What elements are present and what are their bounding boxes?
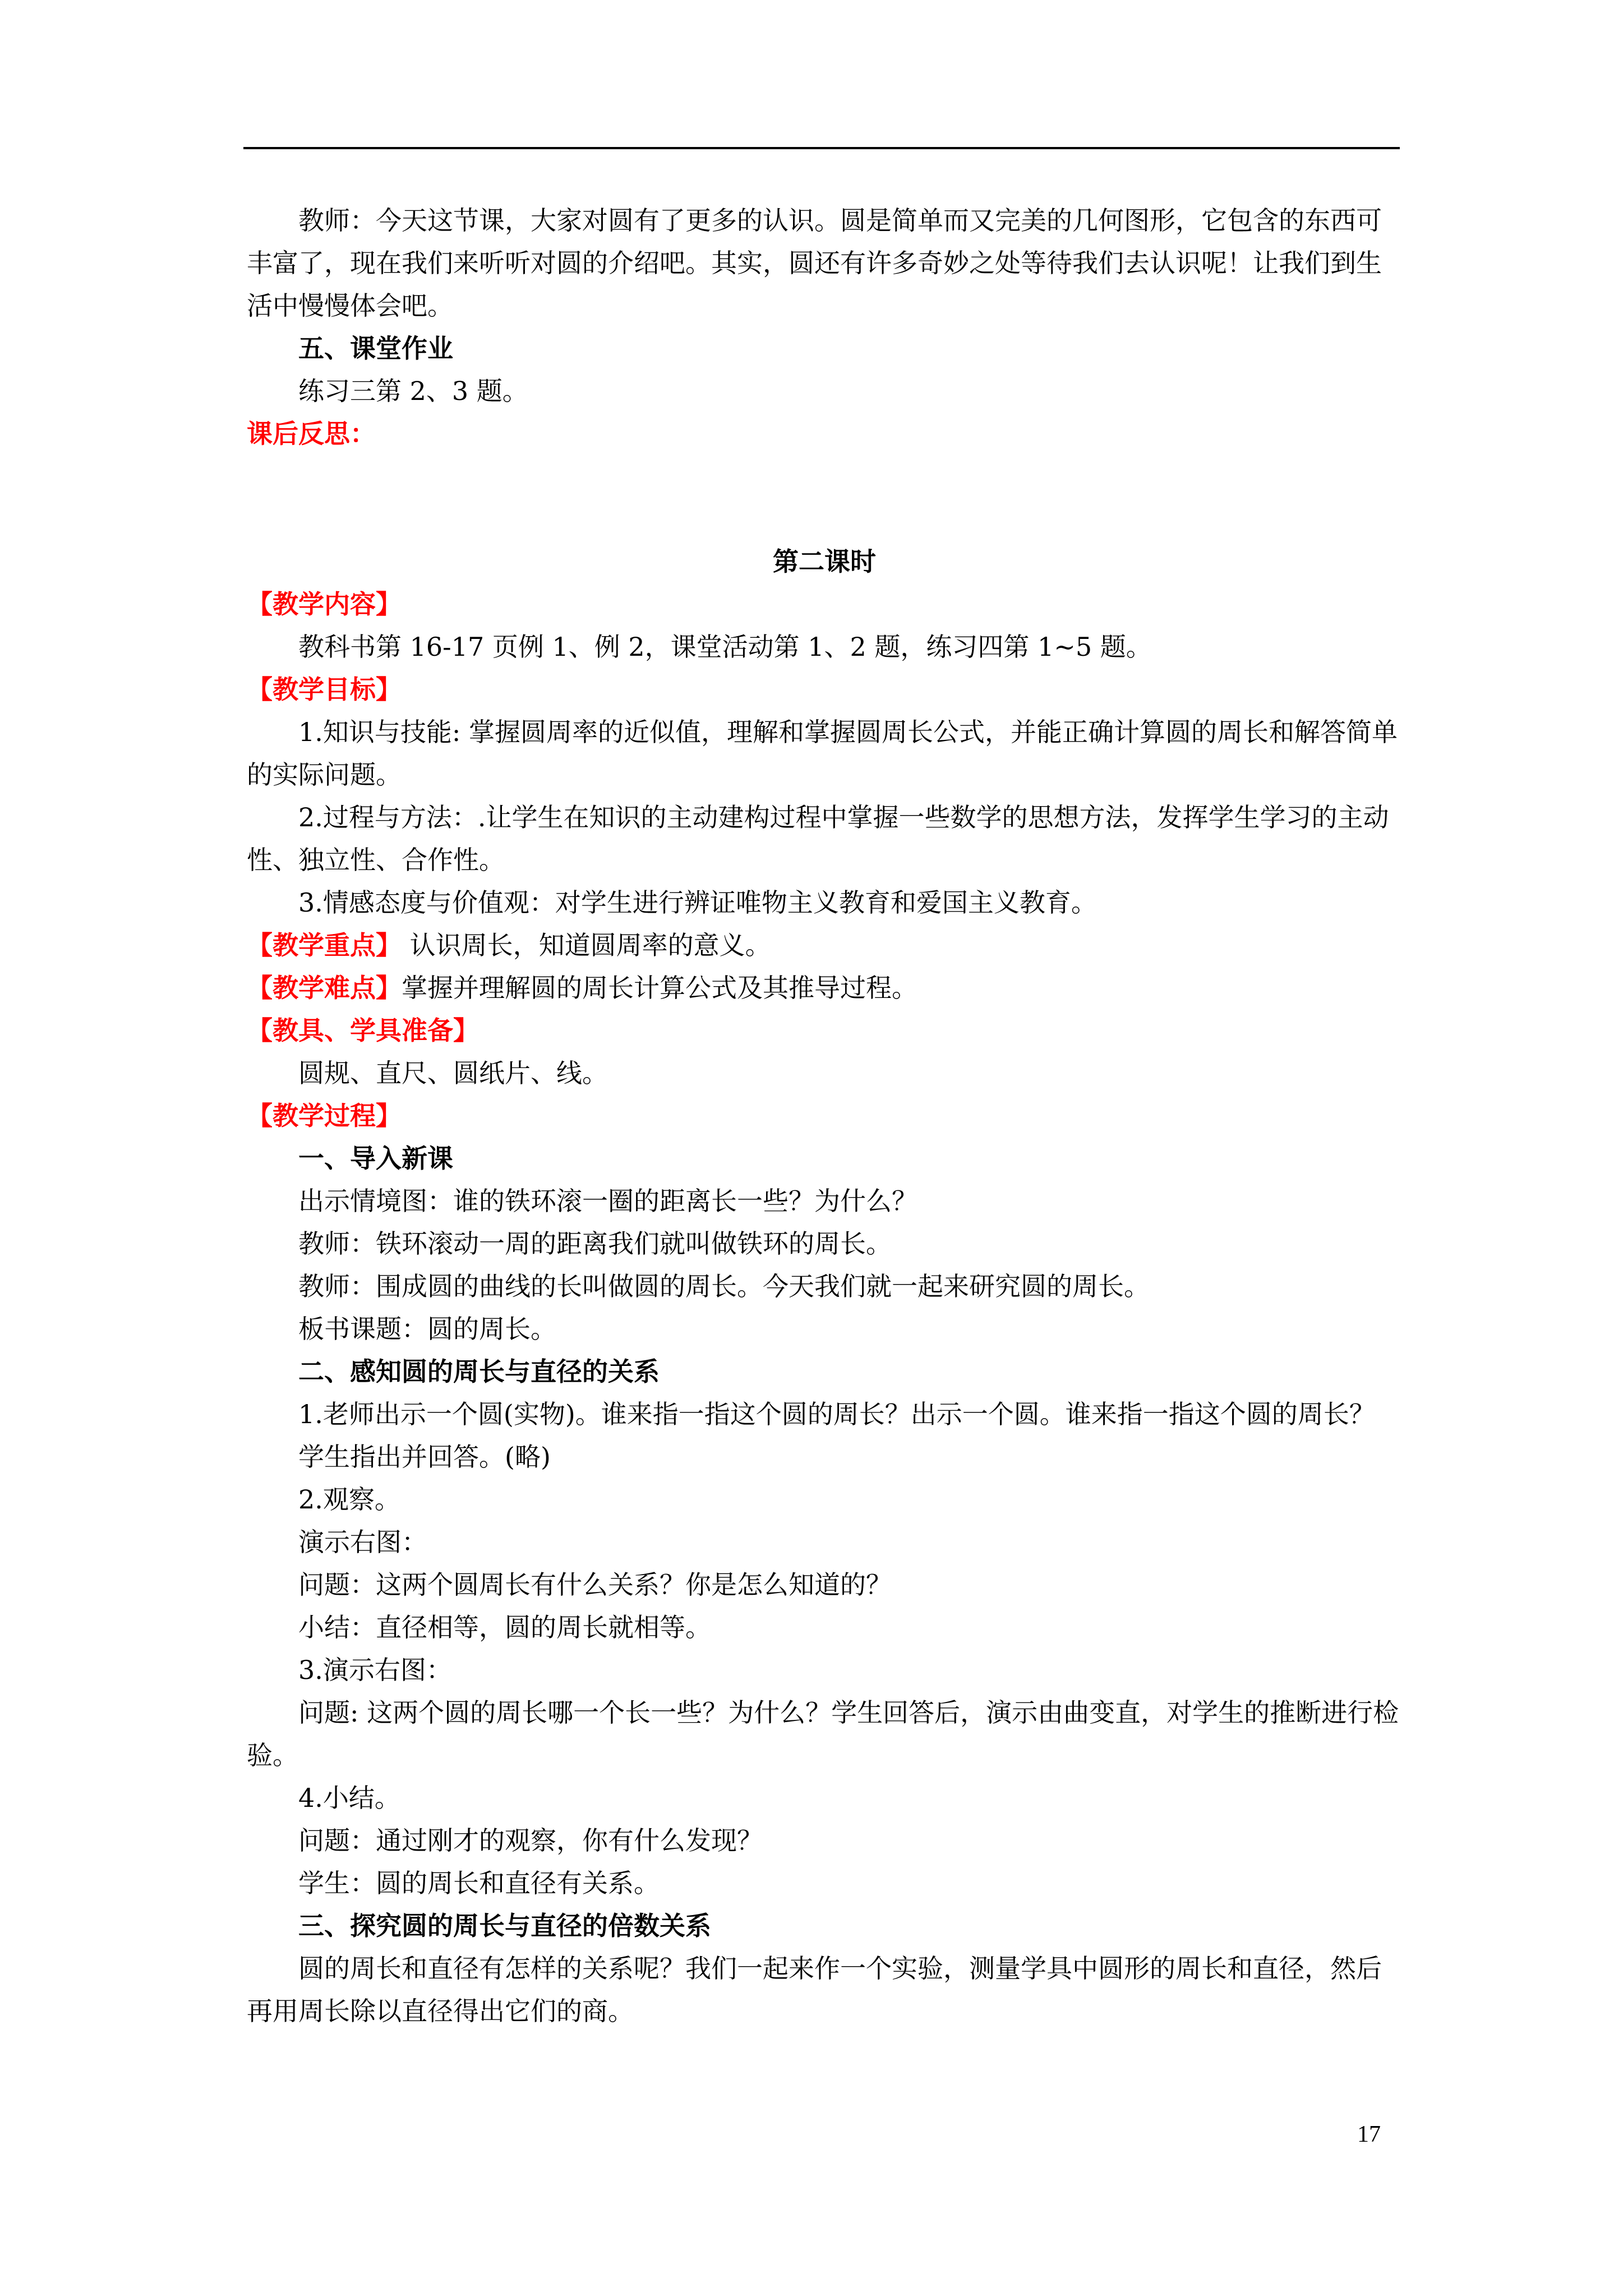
objective-2: 2.过程与方法：.让学生在知识的主动建构过程中掌握一些数学的思想方法，发挥学生学习的主动性、独立性、合作性。 (247, 802, 1389, 875)
key-point-label: 【教学重点】 (247, 930, 402, 960)
step3-heading: 三、探究圆的周长与直径的倍数关系 (298, 1911, 711, 1941)
step2-line: 小结：直径相等，圆的周长就相等。 (298, 1612, 711, 1642)
homework-heading: 五、课堂作业 (298, 333, 453, 364)
step2-item1: 1.老师出示一个圆(实物)。谁来指一指这个圆的周长？出示一个圆。谁来指一指这个圆的周长？ (298, 1399, 1375, 1429)
homework-text: 练习三第 2、3 题。 (298, 376, 528, 406)
process-label: 【教学过程】 (247, 1101, 402, 1131)
step1-line: 教师：铁环滚动一周的距离我们就叫做铁环的周长。 (298, 1228, 892, 1259)
tools-label: 【教具、学具准备】 (247, 1015, 479, 1046)
closing-paragraph: 教师：今天这节课，大家对圆有了更多的认识。圆是简单而又完美的几何图形，它包含的东西可丰富了，现在我们来听听对圆的介绍吧。其实，圆还有许多奇妙之处等待我们去认识呢！让我们到生活中慢慢体会吧。 (247, 205, 1382, 321)
objective-1: 1.知识与技能: 掌握圆周率的近似值，理解和掌握圆周长公式，并能正确计算圆的周长和解答简单的实际问题。 (247, 717, 1398, 790)
step2-line: 问题：通过刚才的观察，你有什么发现？ (298, 1825, 763, 1856)
page-number: 17 (1357, 2122, 1381, 2147)
objectives-label: 【教学目标】 (247, 674, 402, 705)
step1-line: 教师：围成圆的曲线的长叫做圆的周长。今天我们就一起来研究圆的周长。 (298, 1271, 1150, 1301)
step1-line: 板书课题：圆的周长。 (298, 1314, 556, 1344)
step3-text: 圆的周长和直径有怎样的关系呢？我们一起来作一个实验，测量学具中圆形的周长和直径，然后再用周长除以直径得出它们的商。 (247, 1953, 1382, 2026)
step2-line: 3.演示右图： (298, 1655, 452, 1685)
key-point-text: 认识周长，知道圆周率的意义。 (402, 930, 771, 960)
difficulty-label: 【教学难点】 (247, 973, 402, 1003)
difficulty-text: 掌握并理解圆的周长计算公式及其推导过程。 (402, 973, 917, 1003)
lesson-title: 第二课时 (773, 546, 876, 577)
tools-text: 圆规、直尺、圆纸片、线。 (298, 1058, 608, 1088)
step2-line: 2.观察。 (298, 1484, 400, 1515)
reflection-label: 课后反思： (247, 418, 376, 449)
step2-heading: 二、感知圆的周长与直径的关系 (298, 1356, 660, 1387)
key-point-line (247, 924, 1402, 967)
header-rule (243, 147, 1400, 149)
step1-line: 出示情境图：谁的铁环滚一圈的距离长一些？为什么？ (298, 1186, 917, 1216)
step2-line: 学生：圆的周长和直径有关系。 (298, 1868, 660, 1898)
step2-line: 学生指出并回答。(略) (298, 1442, 551, 1472)
step1-heading: 一、导入新课 (298, 1143, 453, 1174)
content-text: 教科书第 16-17 页例 1、例 2，课堂活动第 1、2 题，练习四第 1~5 题。 (298, 632, 1152, 662)
difficulty-line (247, 967, 1402, 1009)
objective-3: 3.情感态度与价值观：对学生进行辨证唯物主义教育和爱国主义教育。 (298, 887, 1097, 918)
step2-line: 演示右图： (298, 1527, 427, 1557)
step2-line: 问题：这两个圆周长有什么关系？你是怎么知道的？ (298, 1570, 892, 1600)
document-body (247, 199, 1402, 2032)
step2-line: 4.小结。 (298, 1783, 400, 1813)
content-label: 【教学内容】 (247, 589, 402, 619)
step2-item3-question: 问题: 这两个圆的周长哪一个长一些？为什么？学生回答后，演示由曲变直，对学生的推断进行检验。 (247, 1697, 1399, 1770)
reflection-blank-space (247, 455, 1402, 540)
